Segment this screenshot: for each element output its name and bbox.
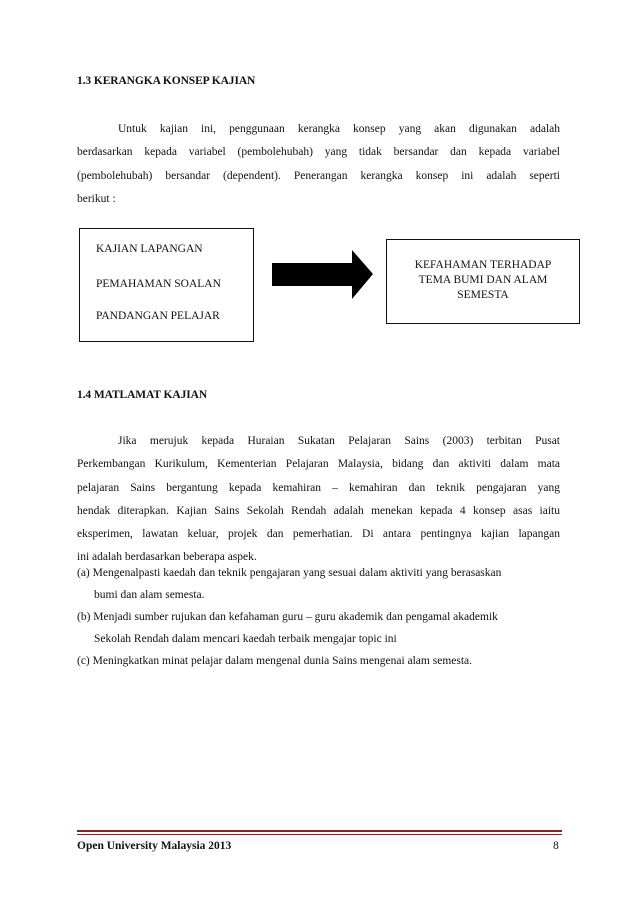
section-heading-1-3: 1.3 KERANGKA KONSEP KAJIAN [77,75,256,87]
list-item [77,606,577,650]
list-item [77,562,577,606]
paragraph-line: (pembolehubah) bersandar (dependent). Penerangan kerangka konsep ini adalah seperti [77,169,560,182]
paragraph-line: berikut : [77,192,116,205]
section-1-3-paragraph [77,118,560,211]
paragraph-line: eksperimen, lawatan keluar, projek dan pemerhatian. Di antara pentingnya kajian lapangan [77,528,560,541]
paragraph-line: berdasarkan kepada variabel (pembolehubah) yang tidak bersandar dan kepada variabel [77,146,560,159]
list-item-continuation: bumi dan alam semesta. [94,589,205,601]
right-arrow-icon [272,250,374,300]
dependent-variable-box [386,239,580,324]
variable-pandangan-pelajar: PANDANGAN PELAJAR [96,310,220,322]
section-1-4-paragraph [77,430,560,570]
paragraph-line: hendak diterapkan. Kajian Sains Sekolah Rendah adalah menekan kepada 4 konsep asas iaitu [77,504,560,517]
dependent-line: SEMESTA [457,289,509,301]
dependent-line: KEFAHAMAN TERHADAP [414,259,552,271]
paragraph-line: Jika merujuk kepada Huraian Sukatan Pelajaran Sains (2003) terbitan Pusat [118,435,560,447]
page-number: 8 [553,840,559,852]
list-item [77,650,577,672]
paragraph-line: Untuk kajian ini, penggunaan kerangka konsep yang akan digunakan adalah [118,123,560,135]
independent-variables-box [79,228,254,342]
aspect-list [77,562,577,672]
paragraph-line: pelajaran Sains bergantung kepada kemahiran – kemahiran dan teknik pengajaran yang [77,481,560,494]
variable-kajian-lapangan: KAJIAN LAPANGAN [96,243,203,255]
list-item-text: (b) Menjadi sumber rujukan dan kefahaman guru – guru akademik dan pengamal akademik [77,611,498,623]
paragraph-line: Perkembangan Kurikulum, Kementerian Pelajaran Malaysia, bidang dan aktiviti dalam mata [77,458,560,471]
paragraph-line: ini adalah berdasarkan beberapa aspek. [77,551,257,564]
footer-divider [77,830,562,832]
footer-divider-thin [77,834,562,835]
dependent-line: TEMA BUMI DAN ALAM [418,274,548,286]
list-item-text: (a) Mengenalpasti kaedah dan teknik pengajaran yang sesuai dalam aktiviti yang berasaskan [77,567,502,579]
list-item-continuation: Sekolah Rendah dalam mencari kaedah terbaik mengajar topic ini [94,633,397,645]
variable-pemahaman-soalan: PEMAHAMAN SOALAN [96,278,221,290]
footer-university: Open University Malaysia 2013 [77,840,232,852]
section-heading-1-4: 1.4 MATLAMAT KAJIAN [77,389,208,401]
list-item-text: (c) Meningkatkan minat pelajar dalam mengenal dunia Sains mengenai alam semesta. [77,655,473,667]
